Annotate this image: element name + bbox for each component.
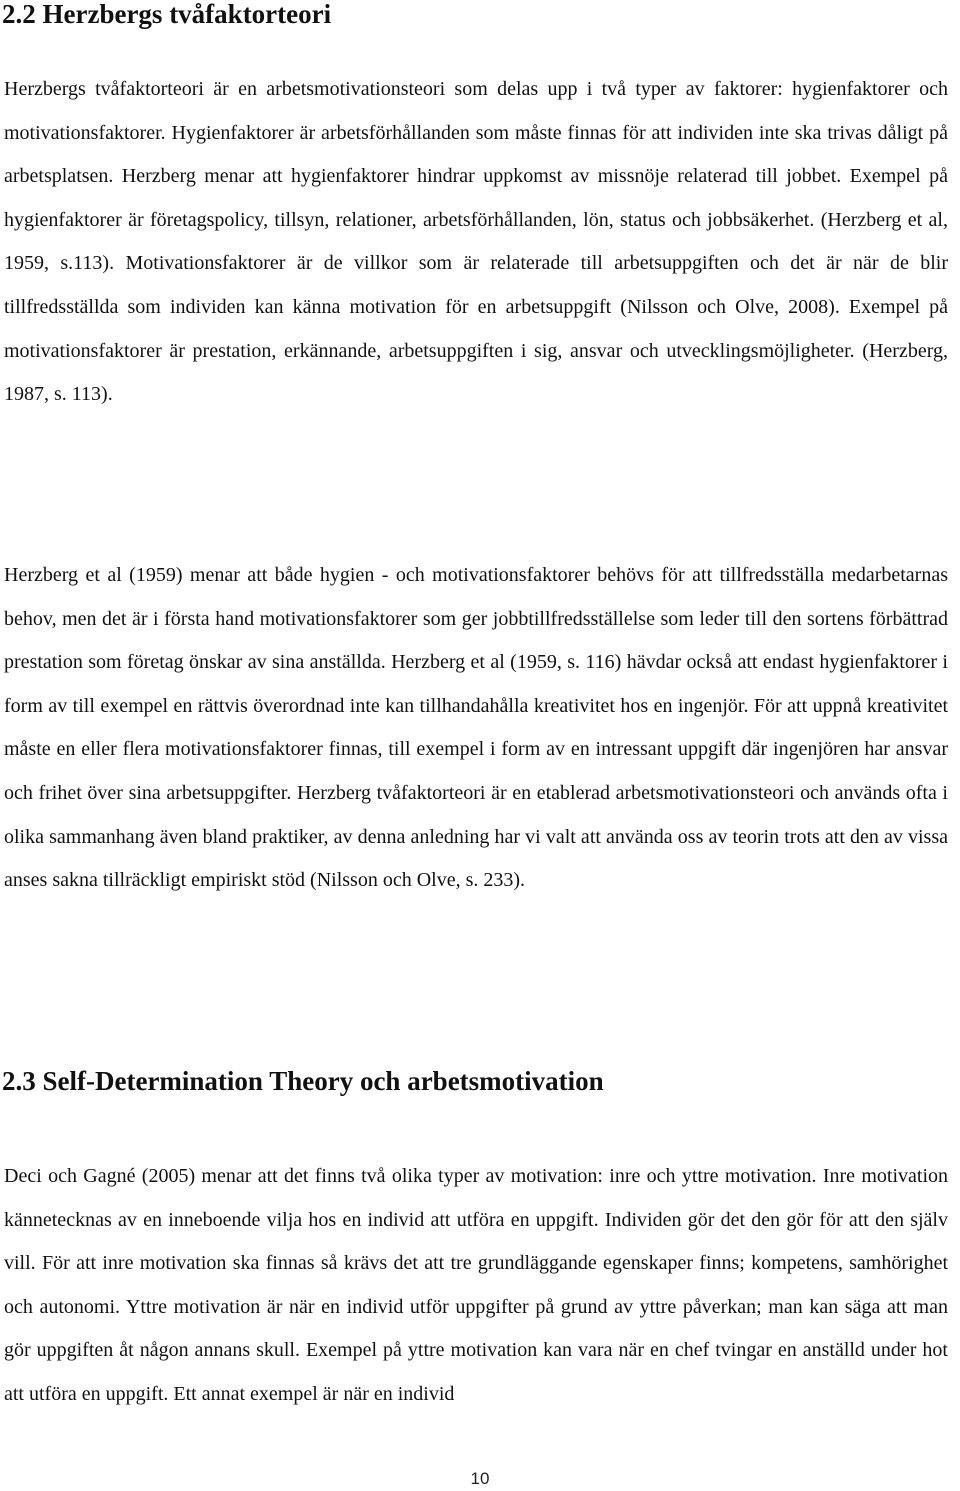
paragraph-herzberg-intro: Herzbergs tvåfaktorteori är en arbetsmotivationsteori som delas upp i två typer av faktorer: hygienfaktorer och motivationsfaktorer. Hygienfaktorer är arbetsförhållanden som måste finnas för att individen inte ska trivas dåligt på arbetsplatsen. Herzberg menar att hygienfaktorer hindrar uppkomst av missnöje relaterad till jobbet. Exempel på hygienfaktorer är företagspolicy, tillsyn, relationer, arbetsförhållanden, lön, status och jobbsäkerhet. (Herzberg et al, 1959, s.113). Motivationsfaktorer är de villkor som är relaterade till arbetsuppgiften och det är när de blir tillfredsställda som individen kan känna motivation för en arbetsuppgift (Nilsson och Olve, 2008). Exempel på motivationsfaktorer är prestation, erkännande, arbetsuppgiften i sig, ansvar och utvecklingsmöjligheter. (Herzberg, 1987, s. 113). bbox=[4, 78, 948, 406]
paragraph-self-determination: Deci och Gagné (2005) menar att det finns två olika typer av motivation: inre och yttre motivation. Inre motivation kännetecknas av en inneboende vilja hos en individ att utföra en uppgift. Individen gör det den gör för att den själv vill. För att inre motivation ska finnas så krävs det att tre grundläggande egenskaper finns; kompetens, samhörighet och autonomi. Yttre motivation är när en individ utför uppgifter på grund av yttre påverkan; man kan säga att man gör uppgiften åt någon annans skull. Exempel på yttre motivation kan vara när en chef tvingar en anställd under hot att utföra en uppgift. Ett annat exempel är när en individ bbox=[4, 1165, 948, 1405]
paragraph-herzberg-discussion: Herzberg et al (1959) menar att både hygien - och motivationsfaktorer behövs för att tillfredsställa medarbetarnas behov, men det är i första hand motivationsfaktorer som ger jobbtillfredsställelse som leder till den sortens förbättrad prestation som företag önskar av sina anställda. Herzberg et al (1959, s. 116) hävdar också att endast hygienfaktorer i form av till exempel en rättvis överordnad inte kan tillhandahålla kreativitet hos en ingenjör. För att uppnå kreativitet måste en eller flera motivationsfaktorer finnas, till exempel i form av en intressant uppgift där ingenjören har ansvar och frihet över sina arbetsuppgifter. Herzberg tvåfaktorteori är en etablerad arbetsmotivationsteori och används ofta i olika sammanhang även bland praktiker, av denna anledning har vi valt att använda oss av teorin trots att den av vissa anses sakna tillräckligt empiriskt stöd (Nilsson och Olve, s. 233). bbox=[4, 564, 948, 892]
section-heading-herzberg: 2.2 Herzbergs tvåfaktorteori bbox=[2, 0, 332, 29]
page-number: 10 bbox=[470, 1469, 490, 1488]
section-heading-self-determination: 2.3 Self-Determination Theory och arbetsmotivation bbox=[2, 1066, 604, 1096]
